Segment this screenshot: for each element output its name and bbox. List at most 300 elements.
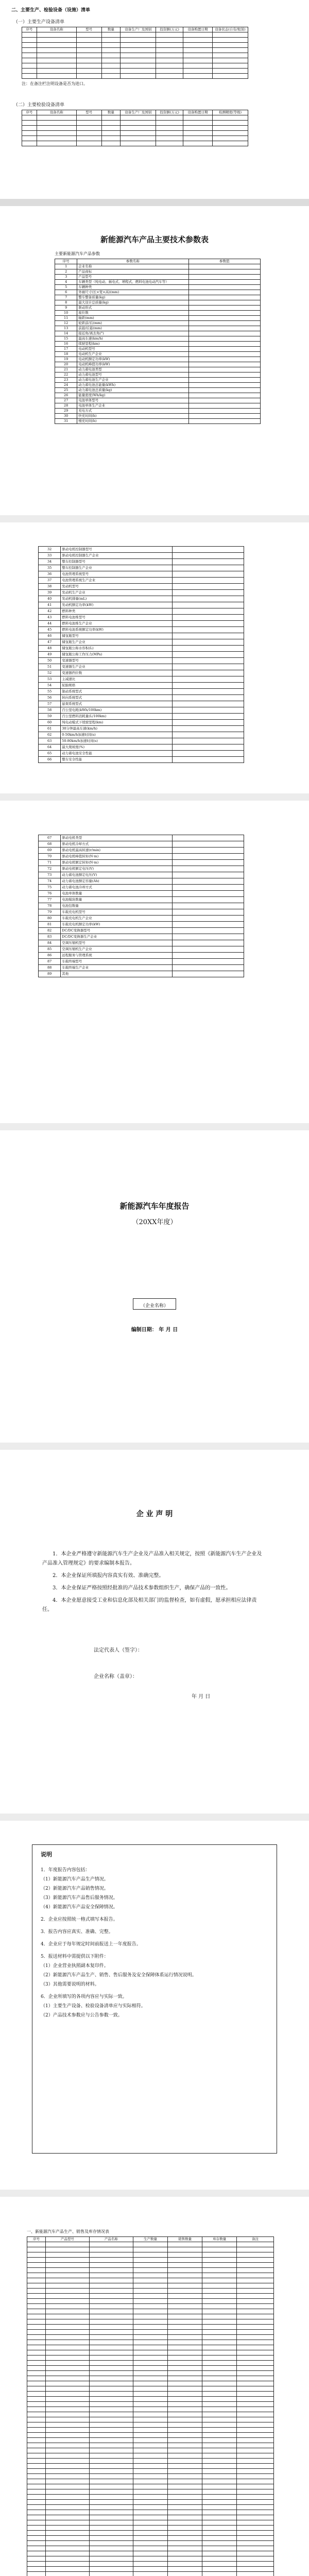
param-value[interactable] [172,578,244,584]
table-cell [133,2556,167,2562]
table-cell [237,2361,274,2366]
param-value[interactable] [188,331,260,336]
table-cell [27,2495,46,2500]
param-value[interactable] [188,393,260,398]
param-value[interactable] [172,571,244,578]
table-cell [133,2330,167,2335]
param-value[interactable] [188,269,260,275]
table-row [55,347,261,352]
param-value[interactable] [188,414,260,419]
param-name: 车载终端生产企业 [61,965,172,971]
table-cell [168,2319,202,2325]
table-cell [133,2448,167,2453]
equipment-section-title: 二、主要生产、检验设备（设施）清单 [11,8,91,13]
param-number: 22 [55,372,77,378]
table-cell [45,2252,89,2258]
param-value[interactable] [172,866,244,872]
table-cell [27,2417,46,2422]
table-cell [45,2289,89,2294]
param-name: 悬架系统型式 [61,701,172,707]
param-number: 73 [39,872,61,878]
table-cell [27,2381,46,2386]
param-name: 车载充电机额定功率(kW) [61,922,172,928]
table-cell [168,2541,202,2546]
table-cell [27,2283,46,2289]
param-value[interactable] [172,670,244,676]
table-cell [27,2464,46,2469]
param-number: 37 [39,578,61,584]
param-value[interactable] [188,264,260,269]
table-cell [45,2520,89,2526]
table-cell [45,2546,89,2551]
table-cell [37,53,76,58]
param-value[interactable] [188,372,260,378]
param-value[interactable] [172,860,244,866]
table-cell [237,2572,274,2576]
page-separator [0,1443,309,1450]
table-cell [156,141,183,146]
table-row [39,652,244,658]
company-stamp-label: （企业名称） [140,1303,168,1309]
table-cell [168,2304,202,2309]
param-value[interactable] [172,959,244,965]
table-cell [45,2531,89,2536]
table-cell [89,2438,133,2443]
param-value[interactable] [172,872,244,878]
table-row [27,2392,274,2397]
table-row [22,58,248,63]
table-cell [45,2325,89,2330]
report-year: （20XX年度） [132,1218,177,1226]
table-row [27,2536,274,2541]
table-cell [133,2258,167,2263]
param-value[interactable] [172,922,244,928]
table-cell [133,2438,167,2443]
param-value[interactable] [172,664,244,670]
table-cell [76,69,101,74]
table-cell [121,63,156,69]
table-row [22,74,248,79]
param-value[interactable] [172,621,244,627]
param-name: 车载充电机型号 [61,909,172,916]
table-cell [168,2402,202,2407]
param-value[interactable] [172,885,244,891]
table-cell [27,2510,46,2515]
table-cell [212,136,248,141]
table-cell [89,2489,133,2495]
param-value[interactable] [172,835,244,841]
table-cell [133,2469,167,2474]
table-cell [237,2443,274,2448]
param-number: 82 [39,928,61,934]
table-cell [202,2464,237,2469]
param-name: 最大爬坡度(%) [61,744,172,751]
param-value[interactable] [172,602,244,608]
param-value[interactable] [188,275,260,280]
param-value[interactable] [172,639,244,646]
table-row [55,269,261,275]
table-cell [237,2520,274,2526]
table-cell [237,2417,274,2422]
param-value[interactable] [172,633,244,639]
table-cell [89,2366,133,2371]
table-row [27,2443,274,2448]
notes-box [32,1844,277,2154]
notes-page [6,1844,303,2164]
table-cell [212,48,248,53]
table-row [39,878,244,885]
table-cell [133,2567,167,2572]
param-number: 50 [39,658,61,664]
table-cell [89,2345,133,2350]
table-cell [202,2407,237,2412]
param-value[interactable] [172,695,244,701]
table-cell [27,2520,46,2526]
param-value[interactable] [172,928,244,934]
table-row [27,2489,274,2495]
table-cell [27,2453,46,2459]
table-cell [45,2551,89,2556]
legal-rep-signature: 法定代表人（签字）： [94,1648,143,1653]
param-number: 78 [39,903,61,909]
table-cell [168,2428,202,2433]
table-cell [237,2335,274,2340]
table-row [27,2464,274,2469]
table-cell [168,2299,202,2304]
param-number: 61 [39,726,61,732]
table-cell [133,2345,167,2350]
param-value[interactable] [172,854,244,860]
inspection-equipment-table [22,110,248,146]
param-number: 1 [55,264,77,269]
table-cell [45,2309,89,2314]
table-cell [133,2510,167,2515]
param-name: 百公里燃料消耗量(L/100km) [61,714,172,720]
report-title: 新能源汽车年度报告 [119,1201,190,1211]
table-cell [156,38,183,43]
param-value[interactable] [172,744,244,751]
table-row [27,2505,274,2510]
table-cell [101,69,121,74]
param-value[interactable] [172,738,244,744]
param-number: 23 [55,378,77,383]
table-cell [27,2319,46,2325]
param-value[interactable] [188,300,260,306]
param-value[interactable] [172,720,244,726]
param-value[interactable] [172,916,244,922]
param-name: 燃料电池系统额定功率(kW) [61,627,172,633]
table-cell [89,2484,133,2489]
param-value[interactable] [188,398,260,403]
param-value[interactable] [172,652,244,658]
param-number: 55 [39,689,61,695]
table-cell [133,2247,167,2252]
table-cell [89,2556,133,2562]
param-value[interactable] [172,946,244,953]
page-separator [0,1123,309,1130]
param-number: 20 [55,362,77,367]
table-cell [168,2376,202,2381]
table-cell [133,2479,167,2484]
table-cell [45,2355,89,2361]
param-value[interactable] [188,352,260,357]
param-value[interactable] [188,290,260,295]
param-value[interactable] [172,971,244,977]
param-number: 39 [39,590,61,596]
table-row [27,2366,274,2371]
table-cell [202,2278,237,2283]
table-row [39,683,244,689]
table-row [55,357,261,362]
param-value[interactable] [188,285,260,290]
table-cell [37,131,76,136]
param-value[interactable] [172,891,244,897]
param-value[interactable] [172,547,244,553]
param-value[interactable] [188,357,260,362]
table-row [39,670,244,676]
table-row [27,2541,274,2546]
table-cell [76,32,101,38]
param-number: 33 [39,553,61,559]
param-value[interactable] [188,388,260,393]
param-number: 69 [39,848,61,854]
param-value[interactable] [172,714,244,720]
table-cell [89,2505,133,2510]
table-cell [45,2397,89,2402]
table-row [22,48,248,53]
param-value[interactable] [188,311,260,316]
table-row [55,290,261,295]
table-cell [22,131,37,136]
param-value[interactable] [172,940,244,946]
table-row [27,2335,274,2340]
table-row [39,971,244,977]
param-name: 电池包数量 [61,903,172,909]
param-value[interactable] [172,953,244,959]
param-value[interactable] [188,383,260,388]
param-value[interactable] [172,608,244,615]
param-name: 慢充时间(h) [77,419,188,424]
table-row [27,2294,274,2299]
declaration-paragraph: 3．本企业保证严格按照经批准的产品技术参数组织生产，确保产品的一致性。 [53,1585,231,1591]
table-row [39,664,244,670]
table-cell [89,2304,133,2309]
table-row [39,928,244,934]
param-number: 60 [39,720,61,726]
table-row [39,953,244,959]
production-equipment-caption: （一）主要生产设备清单 [13,20,65,25]
param-value[interactable] [188,295,260,300]
table-cell [202,2289,237,2294]
table-cell [202,2459,237,2464]
param-value[interactable] [172,897,244,903]
table-cell [76,43,101,48]
table-cell [237,2252,274,2258]
param-value[interactable] [172,726,244,732]
param-value[interactable] [188,347,260,352]
param-value[interactable] [188,316,260,321]
table-cell [89,2309,133,2314]
table-row [39,854,244,860]
param-value[interactable] [172,751,244,757]
param-value[interactable] [172,646,244,652]
table-cell [27,2299,46,2304]
param-number: 10 [55,311,77,316]
param-value[interactable] [172,689,244,695]
table-cell [89,2299,133,2304]
param-value[interactable] [172,584,244,590]
table-cell [183,58,213,63]
param-value[interactable] [172,848,244,854]
table-cell [237,2505,274,2510]
declaration-paragraph: 4．本企业愿意接受工业和信息化部及相关部门的监督检查，如有虚假，愿承担相应法律责任。 [42,1598,257,1613]
table-cell [89,2572,133,2576]
param-name: 车辆种类 [77,285,188,290]
param-value[interactable] [172,934,244,940]
table-cell [101,32,121,38]
table-row [27,2325,274,2330]
table-row [27,2309,274,2314]
table-cell [212,141,248,146]
table-header-row [22,110,248,115]
params-table-c [38,835,244,977]
table-cell [133,2381,167,2386]
table-cell [202,2386,237,2392]
table-row [27,2474,274,2479]
param-number: 3 [55,275,77,280]
param-value[interactable] [188,321,260,326]
param-value[interactable] [172,676,244,683]
table-cell [133,2531,167,2536]
table-cell [45,2304,89,2309]
table-cell [237,2531,274,2536]
param-value[interactable] [188,409,260,414]
table-cell [27,2247,46,2252]
table-cell [237,2428,274,2433]
param-value[interactable] [172,559,244,565]
table-row [27,2412,274,2417]
param-name: 空调压缩机型号 [61,940,172,946]
table-cell [168,2335,202,2340]
table-cell [133,2283,167,2289]
table-cell [168,2510,202,2515]
param-value[interactable] [188,306,260,311]
param-value[interactable] [188,362,260,367]
table-cell [45,2330,89,2335]
table-cell [27,2484,46,2489]
param-value[interactable] [172,596,244,602]
param-value[interactable] [172,683,244,689]
param-value[interactable] [188,378,260,383]
note-line: （4）新能源汽车产品安全保障情况。 [41,1905,118,1910]
param-value[interactable] [188,326,260,331]
table-cell [22,121,37,126]
table-row [39,738,244,744]
param-value[interactable] [188,419,260,424]
table-cell [202,2366,237,2371]
table-row [39,897,244,903]
table-cell [89,2283,133,2289]
table-cell [121,121,156,126]
param-value[interactable] [188,342,260,347]
param-value[interactable] [172,565,244,571]
table-cell [89,2335,133,2340]
table-cell [45,2453,89,2459]
declaration-paragraph: 1．本企业严格遵守新能源汽车生产企业及产品准入相关规定，按照《新能源汽车生产企业及产品准入管理规定》的要求编制本报告。 [42,1551,262,1566]
params-page-a [6,211,303,500]
param-value[interactable] [172,658,244,664]
param-number: 59 [39,714,61,720]
param-value[interactable] [172,841,244,848]
param-value[interactable] [172,553,244,559]
table-row [55,311,261,316]
table-cell [27,2428,46,2433]
table-cell [168,2397,202,2402]
param-value[interactable] [172,732,244,738]
param-value[interactable] [172,909,244,916]
param-value[interactable] [172,590,244,596]
table-row [27,2500,274,2505]
table-cell [27,2433,46,2438]
param-name: 前悬/后悬(mm) [77,326,188,331]
param-value[interactable] [172,615,244,621]
table-row [55,367,261,372]
table-cell [27,2412,46,2417]
param-value[interactable] [172,627,244,633]
table-cell [202,2428,237,2433]
param-name: 发动机排量(mL) [61,596,172,602]
param-number: 79 [39,909,61,916]
param-value[interactable] [172,707,244,714]
param-name: 动力蓄电池型号 [77,372,188,378]
table-row [27,2283,274,2289]
table-cell [45,2556,89,2562]
table-row [27,2556,274,2562]
table-cell [237,2392,274,2397]
table-cell [133,2459,167,2464]
param-value[interactable] [188,336,260,342]
param-value[interactable] [172,965,244,971]
param-value[interactable] [172,878,244,885]
param-value[interactable] [188,280,260,285]
table-cell [156,136,183,141]
table-row [55,352,261,357]
table-cell [45,2273,89,2278]
table-cell [237,2515,274,2520]
table-row [39,584,244,590]
table-cell [237,2412,274,2417]
table-cell [45,2443,89,2448]
table-cell [168,2489,202,2495]
table-cell [168,2273,202,2278]
param-value[interactable] [172,701,244,707]
param-value[interactable] [188,403,260,409]
table-cell [133,2273,167,2278]
param-number: 65 [39,751,61,757]
table-cell [237,2304,274,2309]
param-value[interactable] [172,903,244,909]
table-cell [45,2572,89,2576]
params-table-a [55,259,261,424]
table-cell [168,2247,202,2252]
table-cell [89,2479,133,2484]
param-value[interactable] [172,757,244,763]
table-cell [27,2376,46,2381]
param-value[interactable] [188,367,260,372]
params-page-b [6,546,303,804]
param-name: 纯电动模式下续驶里程(km) [61,720,172,726]
param-number: 77 [39,897,61,903]
